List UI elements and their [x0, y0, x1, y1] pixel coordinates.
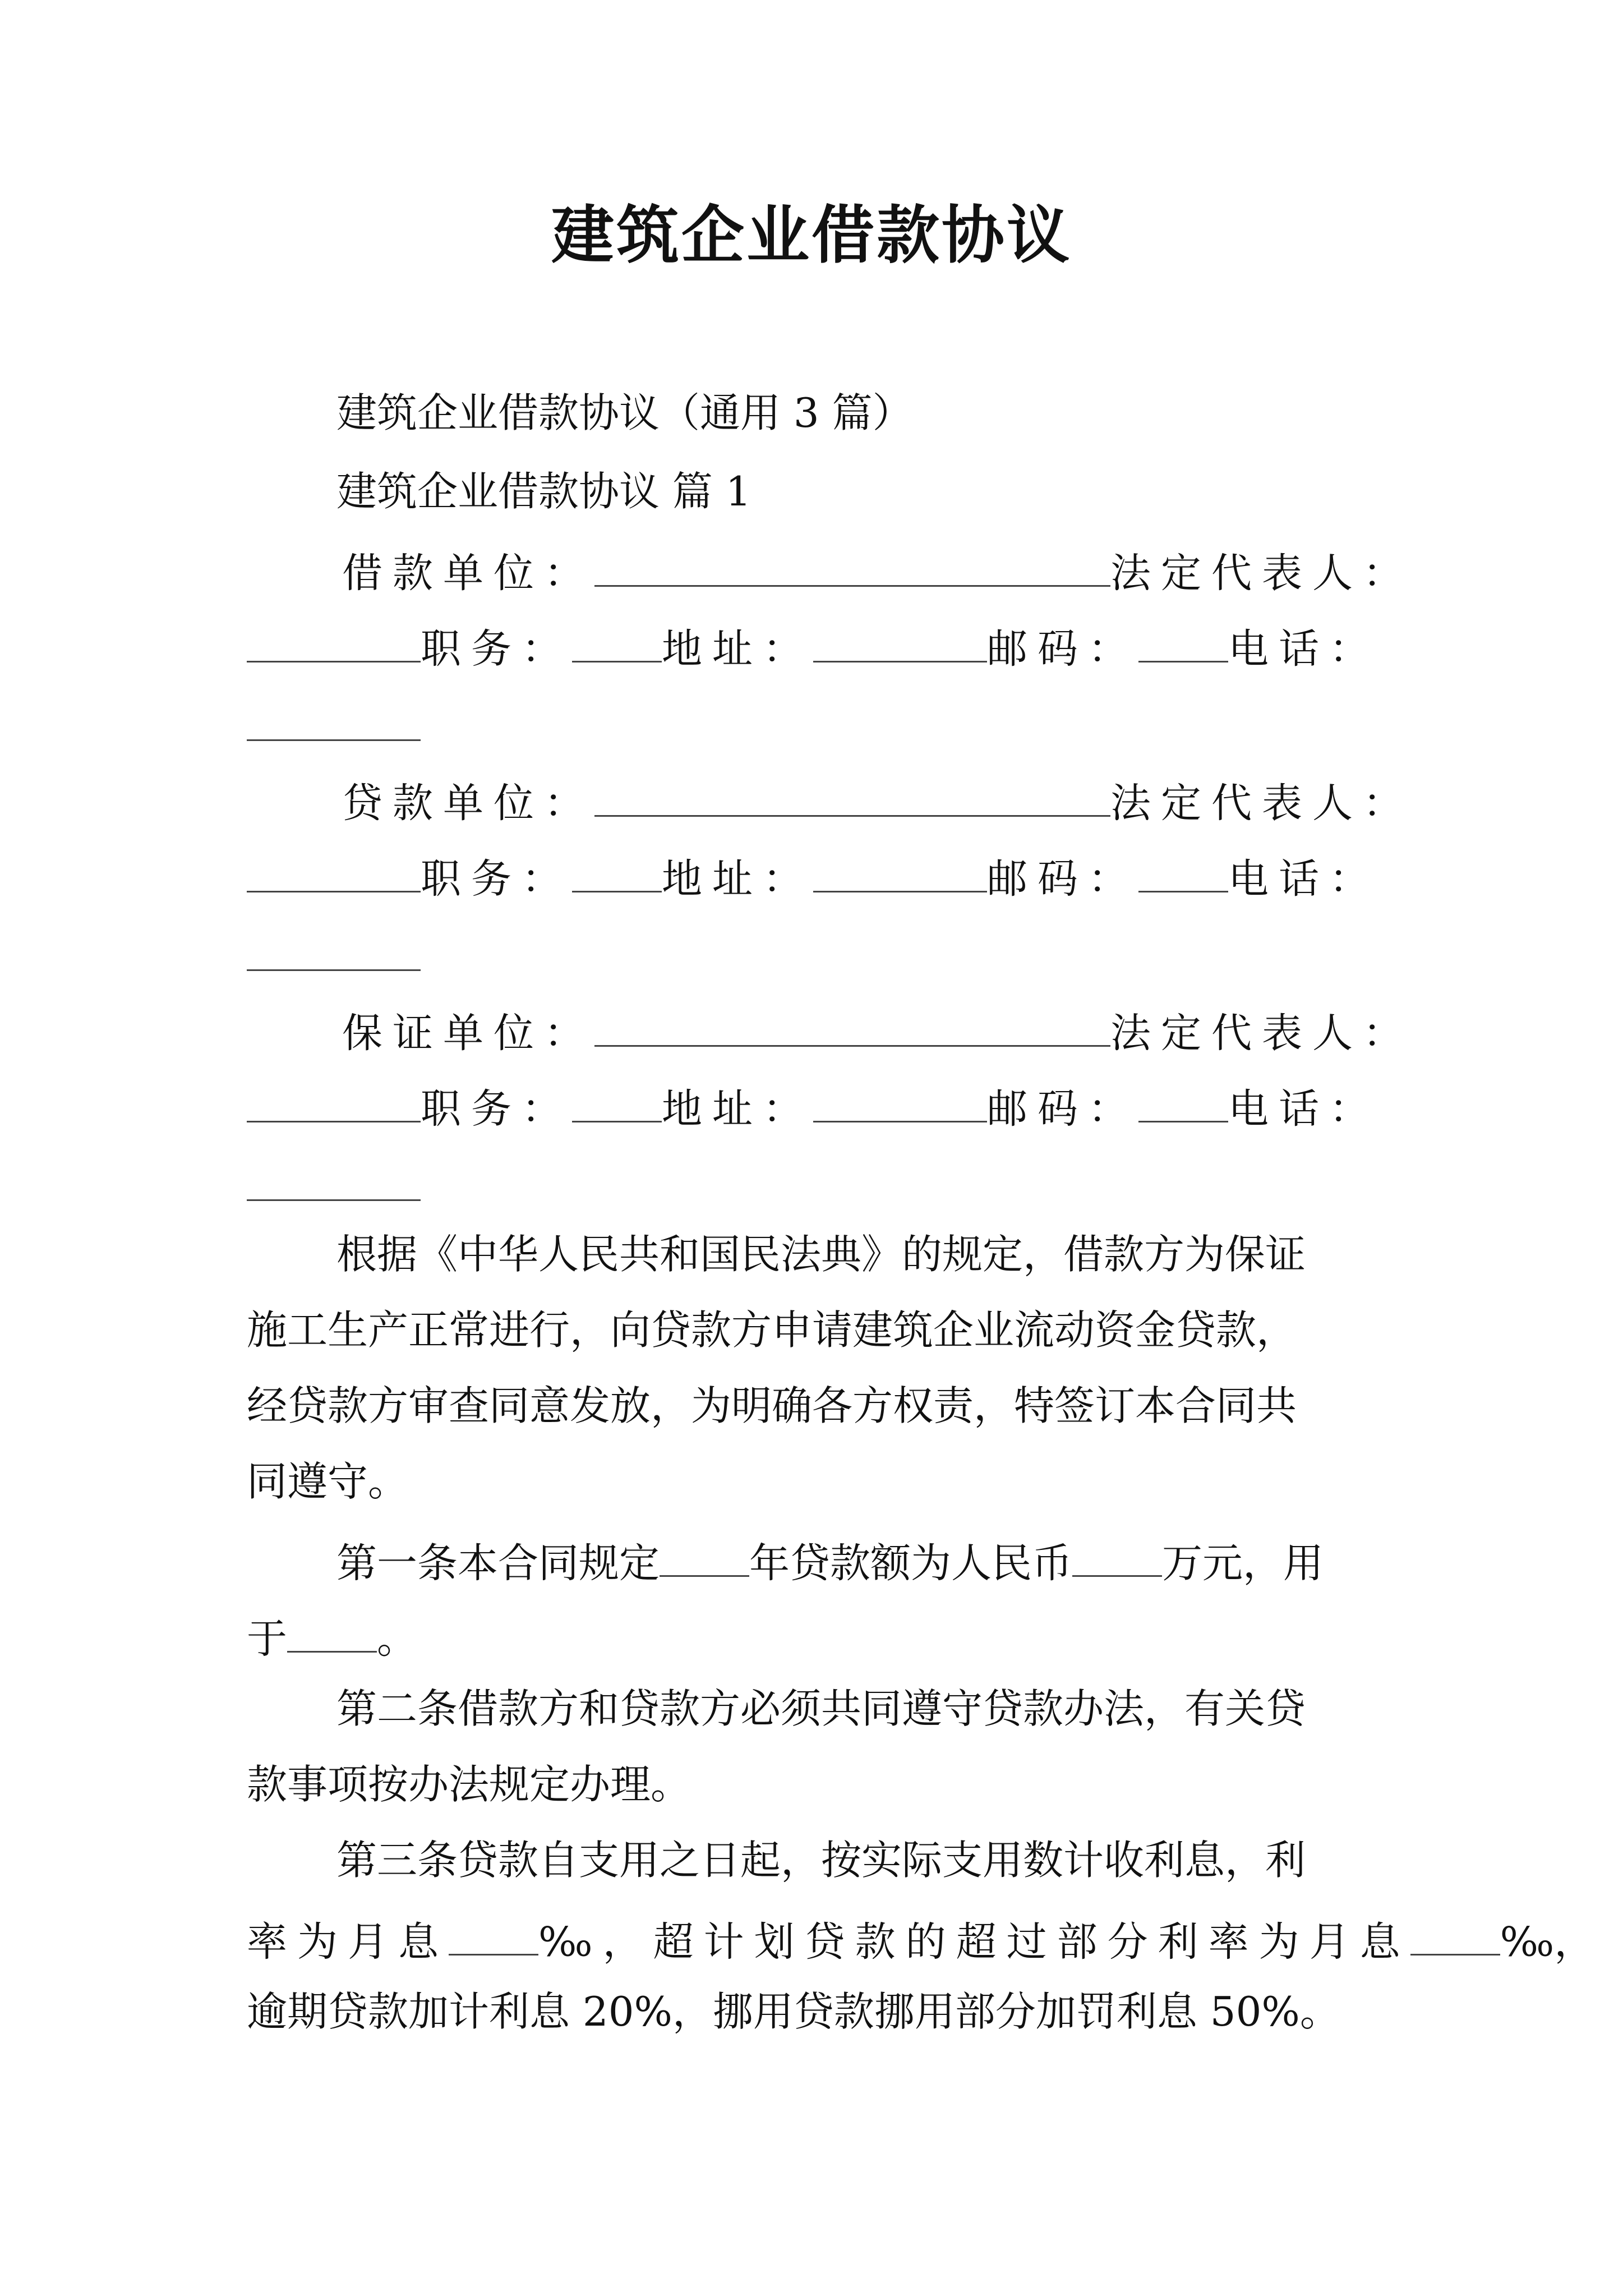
- lender-rep-label: 法定代表人：: [1110, 779, 1414, 827]
- document-title: 建筑企业借款协议: [551, 199, 1072, 272]
- borrower-unit-blank: [594, 547, 1110, 587]
- article-2-line-1: 第二条借款方和贷款方必须共同遵守贷款办法，有关贷: [336, 1685, 1306, 1732]
- article-1-text: 年贷款额为人民币: [749, 1539, 1073, 1587]
- article-3-text: 率为月息: [247, 1918, 449, 1966]
- guarantor-unit-label: 保证单位：: [342, 1009, 595, 1057]
- guarantor-rep-label: 法定代表人：: [1110, 1009, 1414, 1057]
- duty-blank: [572, 853, 662, 892]
- duty-label: 职务：: [421, 625, 573, 673]
- article-3-line-3: 逾期贷款加计利息 20%，挪用贷款挪用部分加罚利息 50%。: [247, 1988, 1340, 2035]
- phone-blank: [247, 931, 421, 971]
- article-3-text: ‰，: [1500, 1918, 1595, 1966]
- article-3-line-2: [247, 1916, 1595, 1966]
- borrower-rep-label: 法定代表人：: [1110, 549, 1414, 597]
- postcode-blank: [1138, 853, 1228, 892]
- paragraph-line: 经贷款方审查同意发放，为明确各方权责，特签订本合同共: [247, 1382, 1297, 1429]
- article-1-text: 万元，用: [1162, 1539, 1324, 1587]
- party-guarantor-line: [342, 1007, 1414, 1057]
- over-rate-blank: [1410, 1916, 1500, 1955]
- address-blank: [813, 623, 987, 662]
- rate-blank: [449, 1916, 538, 1955]
- borrower-rep-blank: [247, 623, 421, 662]
- address-blank: [813, 853, 987, 892]
- amount-blank: [1072, 1537, 1162, 1577]
- party-lender-details: [247, 853, 1380, 903]
- duty-blank: [572, 623, 662, 662]
- address-label: 地址：: [662, 625, 814, 673]
- phone-blank-row: [247, 701, 421, 747]
- postcode-label: 邮码：: [987, 855, 1139, 903]
- phone-label: 电话：: [1228, 625, 1380, 673]
- lender-unit-label: 贷款单位：: [342, 779, 595, 827]
- document-subtitle: 建筑企业借款协议（通用 3 篇）: [336, 389, 913, 436]
- paragraph-line: 根据《中华人民共和国民法典》的规定，借款方为保证: [336, 1231, 1306, 1278]
- article-3-text: ‰，超计划贷款的超过部分利率为月息: [538, 1918, 1410, 1966]
- address-label: 地址：: [662, 855, 814, 903]
- phone-blank: [247, 1161, 421, 1201]
- postcode-blank: [1138, 1083, 1228, 1122]
- article-2-line-2: 款事项按办法规定办理。: [247, 1761, 691, 1808]
- guarantor-rep-blank: [247, 1083, 421, 1122]
- duty-blank: [572, 1083, 662, 1122]
- lender-unit-blank: [594, 777, 1110, 817]
- address-blank: [813, 1083, 987, 1122]
- guarantor-unit-blank: [594, 1007, 1110, 1047]
- borrower-unit-label: 借款单位：: [342, 549, 595, 597]
- party-guarantor-details: [247, 1083, 1380, 1133]
- party-lender-line: [342, 777, 1414, 827]
- duty-label: 职务：: [421, 1085, 573, 1133]
- duty-label: 职务：: [421, 855, 573, 903]
- section-heading: 建筑企业借款协议 篇 1: [336, 468, 751, 515]
- phone-label: 电话：: [1228, 855, 1380, 903]
- phone-blank-row: [247, 1161, 421, 1207]
- article-1-text: 于: [247, 1615, 288, 1663]
- year-blank: [660, 1537, 749, 1577]
- phone-blank-row: [247, 931, 421, 977]
- postcode-blank: [1138, 623, 1228, 662]
- article-1-line-1: [336, 1537, 1324, 1587]
- article-1-text: 。: [377, 1615, 418, 1663]
- phone-blank: [247, 701, 421, 741]
- party-borrower-details: [247, 623, 1380, 673]
- paragraph-line: 施工生产正常进行，向贷款方申请建筑企业流动资金贷款，: [247, 1306, 1297, 1354]
- purpose-blank: [287, 1613, 377, 1653]
- article-3-line-1: 第三条贷款自支用之日起，按实际支用数计收利息，利: [336, 1837, 1306, 1884]
- paragraph-line: 同遵守。: [247, 1458, 409, 1505]
- lender-rep-blank: [247, 853, 421, 892]
- postcode-label: 邮码：: [987, 1085, 1139, 1133]
- phone-label: 电话：: [1228, 1085, 1380, 1133]
- article-1-line-2: [247, 1613, 418, 1663]
- address-label: 地址：: [662, 1085, 814, 1133]
- article-1-text: 第一条本合同规定: [336, 1539, 660, 1587]
- party-borrower-line: [342, 547, 1414, 597]
- postcode-label: 邮码：: [987, 625, 1139, 673]
